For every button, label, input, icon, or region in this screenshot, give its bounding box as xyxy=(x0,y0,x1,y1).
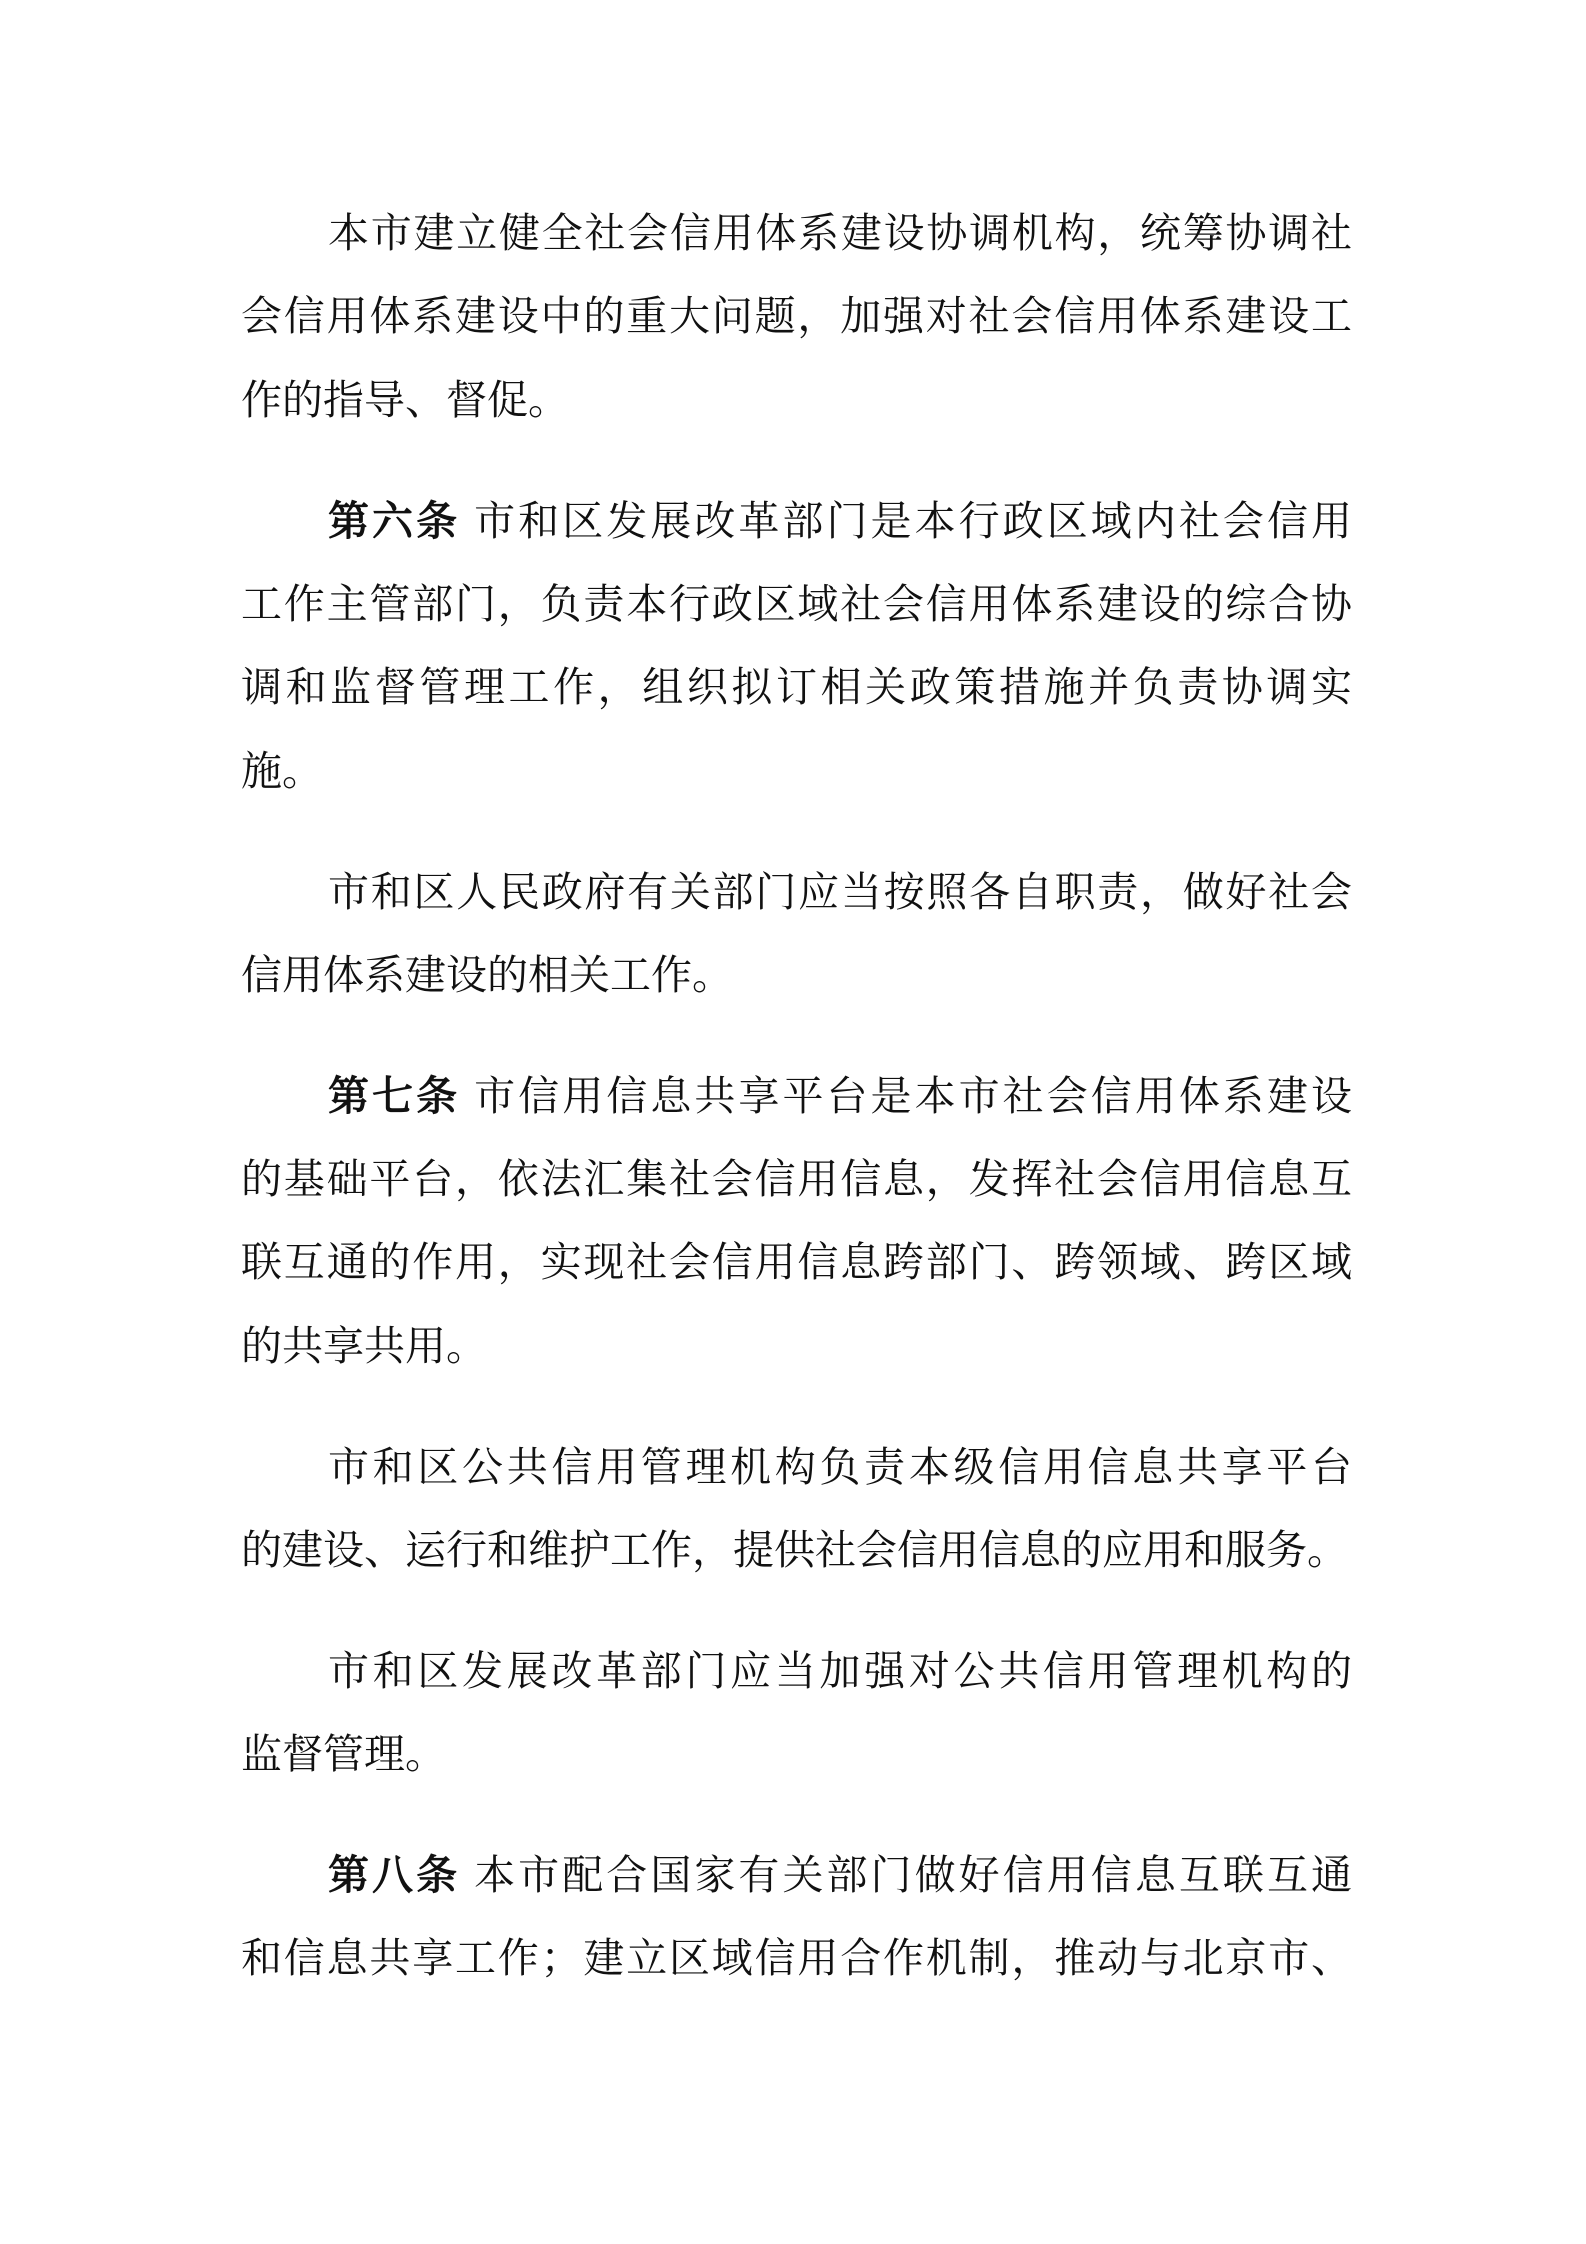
body-paragraph xyxy=(241,192,1352,442)
text-line xyxy=(241,1834,1352,1917)
text-line xyxy=(241,1509,1352,1592)
line-text: 联互通的作用，实现社会信用信息跨部门、跨领域、跨区域 xyxy=(241,1238,1352,1287)
text-line xyxy=(241,359,1352,442)
line-text: 的建设、运行和维护工作，提供社会信用信息的应用和服务。 xyxy=(241,1526,1348,1575)
line-text: 监督管理。 xyxy=(241,1730,446,1779)
line-text: 作的指导、督促。 xyxy=(241,375,569,424)
text-line xyxy=(241,275,1352,358)
text-line xyxy=(241,1055,1352,1138)
line-text: 信用体系建设的相关工作。 xyxy=(241,950,733,999)
line-text: 和信息共享工作；建立区域信用合作机制，推动与北京市、 xyxy=(241,1934,1352,1983)
line-text: 会信用体系建设中的重大问题，加强对社会信用体系建设工 xyxy=(241,292,1352,341)
text-line xyxy=(241,646,1352,729)
article-paragraph xyxy=(241,1834,1352,2001)
article-paragraph xyxy=(241,1055,1352,1389)
article-paragraph xyxy=(241,480,1352,814)
text-line xyxy=(241,480,1352,563)
line-text: 市和区发展改革部门应当加强对公共信用管理机构的 xyxy=(328,1646,1352,1695)
text-line xyxy=(241,1426,1352,1509)
document-page xyxy=(241,192,1352,2038)
article-number: 第七条 xyxy=(328,1071,461,1120)
text-line xyxy=(241,1305,1352,1388)
text-line xyxy=(241,730,1352,813)
text-line xyxy=(241,192,1352,275)
text-line xyxy=(241,934,1352,1017)
line-text: 市和区发展改革部门是本行政区域内社会信用 xyxy=(474,496,1353,545)
article-number: 第六条 xyxy=(328,496,461,545)
line-text: 施。 xyxy=(241,746,323,795)
line-text: 市和区公共信用管理机构负责本级信用信息共享平台 xyxy=(328,1442,1352,1491)
line-text: 市和区人民政府有关部门应当按照各自职责，做好社会 xyxy=(328,867,1352,916)
line-text: 本市建立健全社会信用体系建设协调机构，统筹协调社 xyxy=(328,209,1352,257)
body-paragraph xyxy=(241,851,1352,1018)
text-line xyxy=(241,563,1352,646)
text-line xyxy=(241,1138,1352,1221)
line-text: 的共享共用。 xyxy=(241,1321,487,1370)
line-text: 工作主管部门，负责本行政区域社会信用体系建设的综合协 xyxy=(241,579,1352,628)
line-text: 的基础平台，依法汇集社会信用信息，发挥社会信用信息互 xyxy=(241,1155,1352,1204)
line-text: 本市配合国家有关部门做好信用信息互联互通 xyxy=(474,1850,1353,1899)
text-line xyxy=(241,1917,1352,2000)
text-line xyxy=(241,1713,1352,1796)
article-number: 第八条 xyxy=(328,1850,461,1899)
text-line xyxy=(241,1630,1352,1713)
line-text: 市信用信息共享平台是本市社会信用体系建设 xyxy=(474,1071,1353,1120)
body-paragraph xyxy=(241,1630,1352,1797)
text-line xyxy=(241,1221,1352,1304)
body-paragraph xyxy=(241,1426,1352,1593)
line-text: 调和监督管理工作，组织拟订相关政策措施并负责协调实 xyxy=(241,663,1352,712)
text-line xyxy=(241,851,1352,934)
